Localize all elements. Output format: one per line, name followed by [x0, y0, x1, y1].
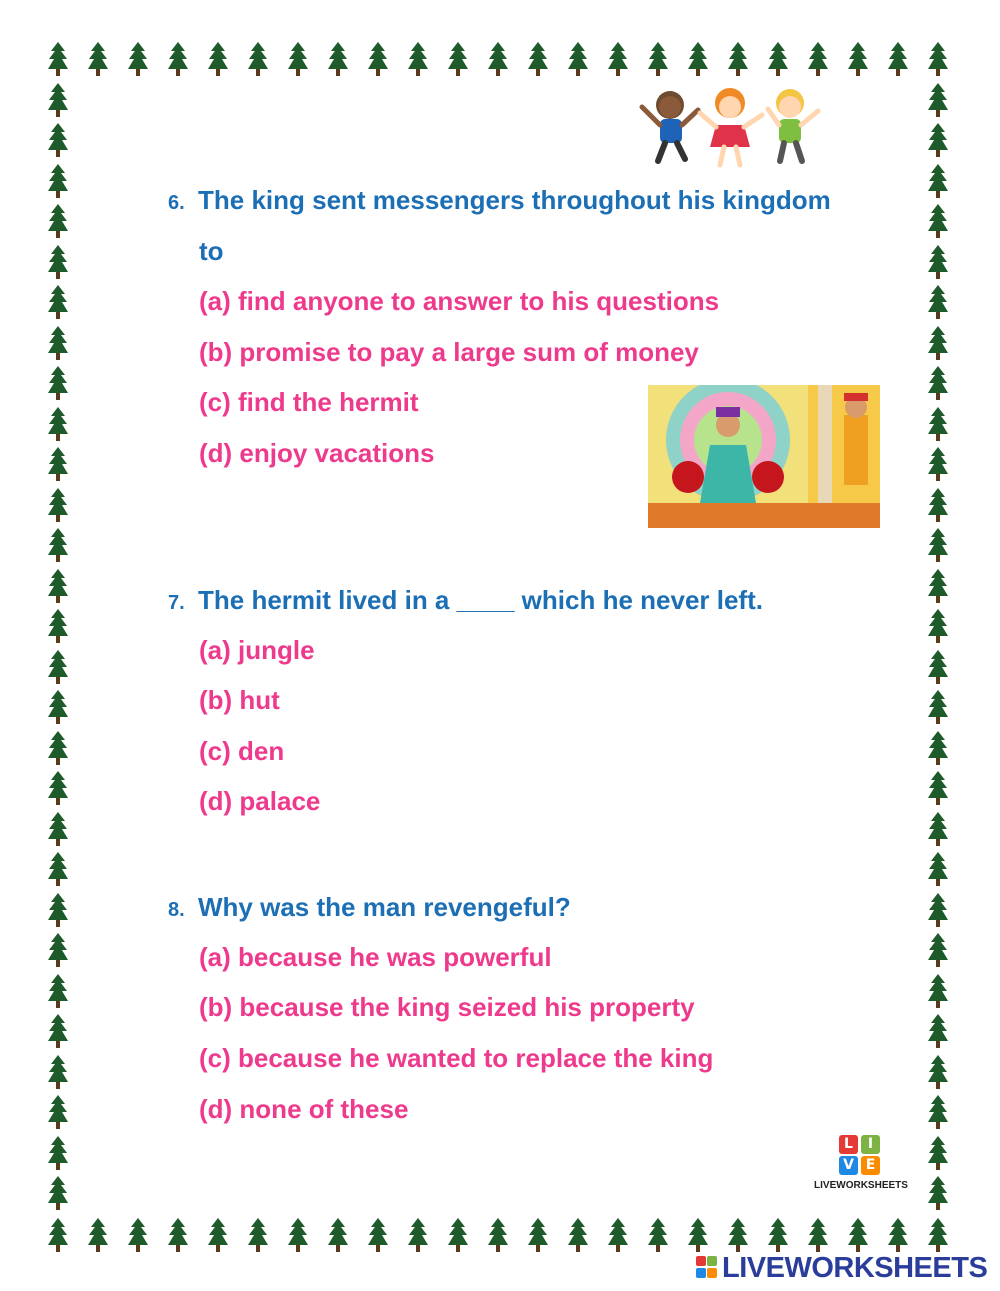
pine-tree-icon	[928, 852, 948, 886]
pine-tree-icon	[88, 42, 108, 76]
pine-tree-icon	[928, 650, 948, 684]
answer-option-b[interactable]: (b) hut	[199, 685, 280, 715]
pine-tree-icon	[48, 42, 68, 76]
pine-tree-icon	[928, 366, 948, 400]
pine-tree-icon	[928, 407, 948, 441]
pine-tree-icon	[568, 42, 588, 76]
pine-tree-icon	[928, 1055, 948, 1089]
answer-option-d[interactable]: (d) enjoy vacations	[199, 438, 435, 468]
pine-tree-icon	[48, 123, 68, 157]
question-number: 8.	[168, 899, 185, 921]
pine-tree-icon	[48, 1095, 68, 1129]
pine-tree-icon	[448, 1218, 468, 1252]
pine-tree-icon	[928, 731, 948, 765]
logo-caption: LIVEWORKSHEETS	[814, 1180, 908, 1191]
pine-tree-icon	[48, 447, 68, 481]
footer-brand-text: LIVEWORKSHEETS	[722, 1251, 988, 1284]
pine-tree-icon	[48, 407, 68, 441]
pine-tree-icon	[768, 42, 788, 76]
pine-tree-icon	[928, 893, 948, 927]
pine-tree-icon	[48, 1014, 68, 1048]
question-text: The king sent messengers throughout his kingdom	[198, 185, 831, 215]
question-number: 6.	[168, 192, 185, 214]
pine-tree-icon	[48, 285, 68, 319]
pine-tree-icon	[568, 1218, 588, 1252]
pine-tree-icon	[48, 731, 68, 765]
pine-tree-icon	[528, 1218, 548, 1252]
pine-tree-icon	[48, 204, 68, 238]
pine-tree-icon	[128, 42, 148, 76]
question-7	[168, 585, 928, 616]
footer-logo-icon	[696, 1256, 718, 1280]
live-letter-grid	[839, 1135, 881, 1175]
pine-tree-icon	[48, 83, 68, 117]
pine-tree-icon	[728, 1218, 748, 1252]
pine-tree-icon	[928, 933, 948, 967]
answer-option-c[interactable]: (c) find the hermit	[199, 387, 419, 417]
pine-tree-icon	[448, 42, 468, 76]
pine-tree-icon	[48, 488, 68, 522]
answer-option-b[interactable]: (b) because the king seized his property	[199, 992, 695, 1022]
pine-tree-icon	[48, 933, 68, 967]
pine-tree-icon	[928, 245, 948, 279]
pine-tree-icon	[288, 1218, 308, 1252]
pine-tree-icon	[48, 528, 68, 562]
pine-tree-icon	[808, 1218, 828, 1252]
pine-tree-icon	[368, 42, 388, 76]
pine-tree-icon	[128, 1218, 148, 1252]
question-text-continuation: to	[199, 236, 224, 266]
king-court-illustration	[648, 385, 880, 528]
pine-tree-icon	[48, 1176, 68, 1210]
pine-tree-icon	[808, 42, 828, 76]
pine-tree-icon	[928, 123, 948, 157]
logo-letter-v: V	[839, 1156, 858, 1175]
question-text: The hermit lived in a ____ which he never left.	[198, 585, 763, 615]
pine-tree-icon	[928, 488, 948, 522]
pine-tree-icon	[928, 812, 948, 846]
pine-tree-icon	[48, 245, 68, 279]
question-number: 7.	[168, 592, 185, 614]
answer-option-d[interactable]: (d) none of these	[199, 1094, 409, 1124]
pine-tree-icon	[88, 1218, 108, 1252]
question-text: Why was the man revengeful?	[198, 892, 571, 922]
pine-tree-icon	[48, 1136, 68, 1170]
pine-tree-icon	[928, 1176, 948, 1210]
pine-tree-icon	[928, 771, 948, 805]
pine-tree-icon	[928, 690, 948, 724]
answer-option-c[interactable]: (c) den	[199, 736, 285, 766]
pine-tree-icon	[208, 42, 228, 76]
answer-option-d[interactable]: (d) palace	[199, 786, 321, 816]
pine-tree-icon	[648, 42, 668, 76]
pine-tree-icon	[888, 42, 908, 76]
pine-tree-icon	[928, 1136, 948, 1170]
pine-tree-icon	[928, 164, 948, 198]
pine-tree-icon	[888, 1218, 908, 1252]
pine-tree-icon	[488, 1218, 508, 1252]
pine-tree-icon	[48, 609, 68, 643]
pine-tree-icon	[928, 569, 948, 603]
pine-tree-icon	[928, 285, 948, 319]
answer-option-a[interactable]: (a) find anyone to answer to his questions	[199, 286, 720, 316]
pine-tree-icon	[48, 852, 68, 886]
footer-brand[interactable]	[696, 1251, 996, 1285]
answer-option-a[interactable]: (a) because he was powerful	[199, 942, 552, 972]
pine-tree-icon	[688, 1218, 708, 1252]
pine-tree-icon	[248, 1218, 268, 1252]
pine-tree-icon	[928, 42, 948, 76]
pine-tree-icon	[168, 1218, 188, 1252]
pine-tree-icon	[928, 609, 948, 643]
pine-tree-icon	[408, 42, 428, 76]
pine-tree-icon	[48, 164, 68, 198]
answer-option-a[interactable]: (a) jungle	[199, 635, 315, 665]
pine-tree-icon	[608, 1218, 628, 1252]
pine-tree-icon	[48, 690, 68, 724]
question-8	[168, 892, 928, 923]
pine-tree-icon	[928, 528, 948, 562]
pine-tree-icon	[48, 771, 68, 805]
pine-tree-icon	[328, 42, 348, 76]
pine-tree-icon	[168, 42, 188, 76]
logo-letter-i: I	[861, 1135, 880, 1154]
pine-tree-icon	[768, 1218, 788, 1252]
pine-tree-icon	[48, 1218, 68, 1252]
pine-tree-icon	[48, 366, 68, 400]
pine-tree-icon	[928, 204, 948, 238]
logo-letter-e: E	[861, 1156, 880, 1175]
pine-tree-icon	[408, 1218, 428, 1252]
pine-tree-icon	[48, 812, 68, 846]
pine-tree-icon	[928, 1095, 948, 1129]
pine-tree-icon	[48, 569, 68, 603]
pine-tree-icon	[608, 42, 628, 76]
pine-tree-icon	[248, 42, 268, 76]
pine-tree-icon	[328, 1218, 348, 1252]
pine-tree-icon	[488, 42, 508, 76]
pine-tree-icon	[48, 893, 68, 927]
liveworksheets-logo	[806, 1135, 916, 1197]
pine-tree-icon	[48, 974, 68, 1008]
pine-tree-icon	[928, 1014, 948, 1048]
children-jumping-clipart	[630, 85, 830, 170]
pine-tree-icon	[928, 974, 948, 1008]
pine-tree-icon	[208, 1218, 228, 1252]
pine-tree-icon	[688, 42, 708, 76]
pine-tree-icon	[648, 1218, 668, 1252]
logo-letter-l: L	[839, 1135, 858, 1154]
pine-tree-icon	[928, 326, 948, 360]
pine-tree-icon	[288, 42, 308, 76]
pine-tree-icon	[928, 447, 948, 481]
pine-tree-icon	[928, 83, 948, 117]
answer-option-b[interactable]: (b) promise to pay a large sum of money	[199, 337, 699, 367]
pine-tree-icon	[48, 326, 68, 360]
pine-tree-icon	[848, 42, 868, 76]
pine-tree-icon	[728, 42, 748, 76]
pine-tree-icon	[48, 1055, 68, 1089]
pine-tree-icon	[48, 650, 68, 684]
question-6	[168, 185, 928, 216]
answer-option-c[interactable]: (c) because he wanted to replace the king	[199, 1043, 714, 1073]
pine-tree-icon	[368, 1218, 388, 1252]
pine-tree-icon	[848, 1218, 868, 1252]
pine-tree-icon	[528, 42, 548, 76]
pine-tree-icon	[928, 1218, 948, 1252]
